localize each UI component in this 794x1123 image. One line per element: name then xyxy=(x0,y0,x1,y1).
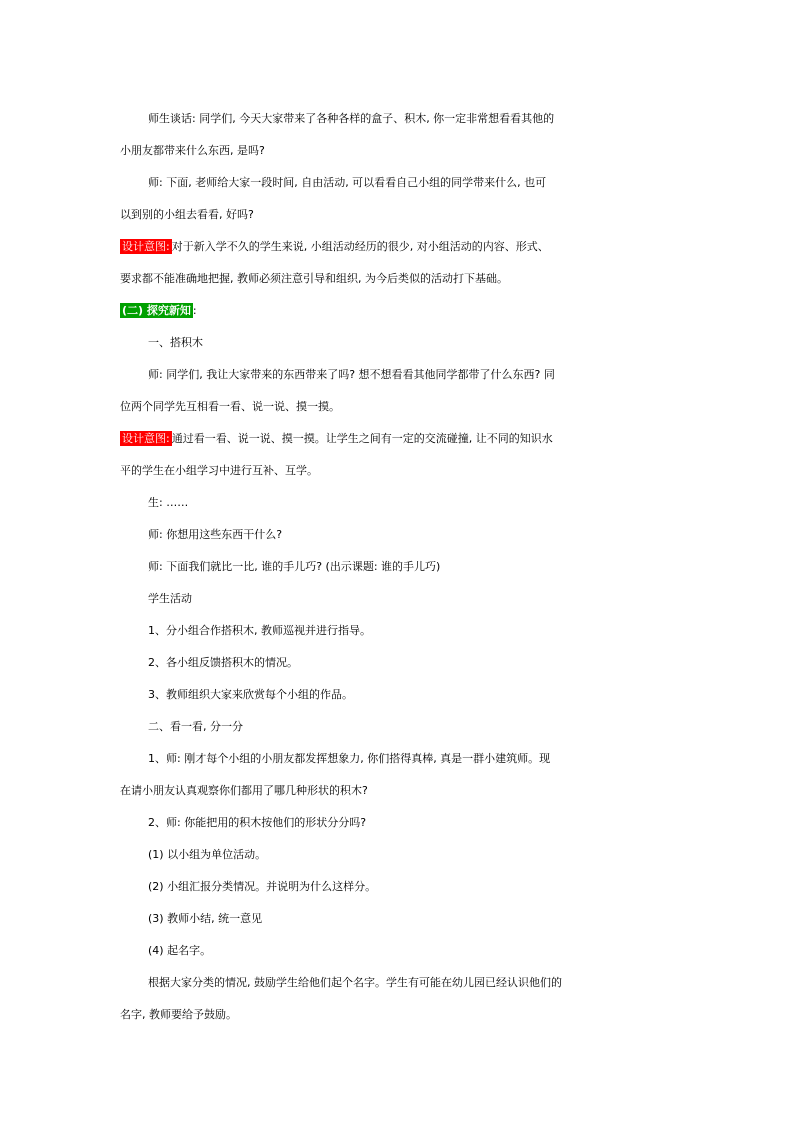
list-item: (4) 起名字。 xyxy=(148,944,212,957)
section-heading: (二) 探究新知 : xyxy=(122,304,197,317)
paragraph-line: 位两个同学先互相看一看、说一说、摸一摸。 xyxy=(120,400,340,413)
paragraph-line: 二、看一看, 分一分 xyxy=(148,720,243,733)
list-item: 3、教师组织大家来欣赏每个小组的作品。 xyxy=(148,688,353,701)
list-item: 2、各小组反馈搭积木的情况。 xyxy=(148,656,298,669)
paragraph-line: 根据大家分类的情况, 鼓励学生给他们起个名字。学生有可能在幼儿园已经认识他们的 xyxy=(148,976,562,989)
paragraph-line: 设计意图: 对于新入学不久的学生来说, 小组活动经历的很少, 对小组活动的内容、形式、 xyxy=(122,240,549,253)
paragraph-line: 师: 下面我们就比一比, 谁的手儿巧? (出示课题: 谁的手儿巧) xyxy=(148,560,441,573)
paragraph-line: 名字, 教师要给予鼓励。 xyxy=(120,1008,237,1021)
paragraph-line: 师: 你想用这些东西干什么? xyxy=(148,528,283,541)
list-item: 1、师: 刚才每个小组的小朋友都发挥想象力, 你们搭得真棒, 真是一群小建筑师。现 xyxy=(148,752,551,765)
paragraph-line: 生: …… xyxy=(148,496,189,509)
design-intent-label: 设计意图: xyxy=(122,240,170,253)
paragraph-line: 以到别的小组去看看, 好吗? xyxy=(120,208,254,221)
design-intent-label: 设计意图: xyxy=(122,432,170,445)
list-item: 2、师: 你能把用的积木按他们的形状分分吗? xyxy=(148,816,367,829)
paragraph-line: 一、搭积木 xyxy=(148,336,203,349)
list-item: (1) 以小组为单位活动。 xyxy=(148,848,267,861)
list-item: 1、分小组合作搭积木, 教师巡视并进行指导。 xyxy=(148,624,371,637)
paragraph-line: 师: 下面, 老师给大家一段时间, 自由活动, 可以看看自己小组的同学带来什么, 也可 xyxy=(148,176,547,189)
list-item: (3) 教师小结, 统一意见 xyxy=(148,912,263,925)
paragraph-line: 小朋友都带来什么东西, 是吗? xyxy=(120,144,265,157)
paragraph-line: 设计意图: 通过看一看、说一说、摸一摸。让学生之间有一定的交流碰撞, 让不同的知识水 xyxy=(122,432,553,445)
paragraph-line: 要求都不能准确地把握, 教师必须注意引导和组织, 为今后类似的活动打下基础。 xyxy=(120,272,508,285)
section-label: (二) 探究新知 xyxy=(122,304,191,317)
paragraph-line: 师: 同学们, 我让大家带来的东西带来了吗? 想不想看看其他同学都带了什么东西? 同 xyxy=(148,368,555,381)
paragraph-line: 学生活动 xyxy=(148,592,192,605)
paragraph-line: 师生谈话: 同学们, 今天大家带来了各种各样的盒子、积木, 你一定非常想看看其他的 xyxy=(148,112,555,125)
list-item: (2) 小组汇报分类情况。并说明为什么这样分。 xyxy=(148,880,377,893)
paragraph-line: 在请小朋友认真观察你们都用了哪几种形状的积木? xyxy=(120,784,368,797)
paragraph-line: 平的学生在小组学习中进行互补、互学。 xyxy=(120,464,318,477)
